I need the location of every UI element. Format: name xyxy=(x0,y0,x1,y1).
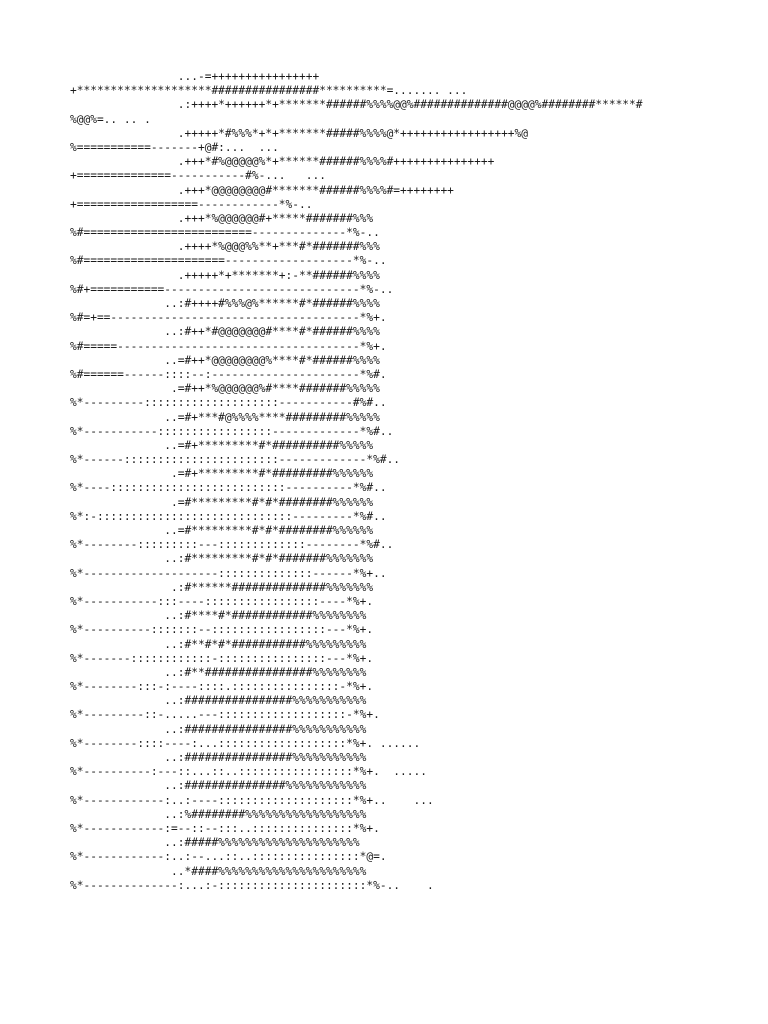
ascii-line: %#=====================-------------------*%-.. xyxy=(70,254,387,268)
ascii-line: .:#******##############%%%%%%% xyxy=(70,580,374,594)
ascii-line: %*-----------:::----:::::::::::::::::----*%+. xyxy=(70,594,374,608)
ascii-line: %*------------:=--::--:::..:::::::::::::::*%+. xyxy=(70,821,380,835)
ascii-line: ..:################%%%%%%%%%%% xyxy=(70,694,367,708)
ascii-line: .+++*@@@@@@@@#*******######%%%%#=++++++++ xyxy=(70,183,454,197)
ascii-line: %#=+==-------------------------------------*%+. xyxy=(70,311,387,325)
ascii-line: %#======------::::--:----------------------*%#. xyxy=(70,367,387,381)
ascii-line: .:++++*++++++*+*******######%%%%@@%##############@@@@%########******# xyxy=(70,98,643,112)
ascii-line: %*--------:::-:----::::.::::::::::::::::-*%+. xyxy=(70,680,374,694)
ascii-line: .=#+*********#*#########%%%%%% xyxy=(70,467,374,481)
ascii-line: ..:#####%%%%%%%%%%%%%%%%%%%%% xyxy=(70,836,360,850)
ascii-line: %#=====------------------------------------*%+. xyxy=(70,339,387,353)
ascii-line: +==============-----------#%-... ... xyxy=(70,169,326,183)
ascii-line: .=#++*%@@@@@@%#****#######%%%%% xyxy=(70,382,380,396)
ascii-line: %*--------::::----:...:::::::::::::::::::*%+. ...... xyxy=(70,736,421,750)
ascii-line: %===========-------+@#:... ... xyxy=(70,140,279,154)
ascii-line: %*----------:::::::--:::::::::::::::::---*%+. xyxy=(70,623,374,637)
ascii-line: .+++*%@@@@@@#+*****#######%%% xyxy=(70,211,374,225)
ascii-line: .+++*#%@@@@@%*+******######%%%%#+++++++++++++++ xyxy=(70,155,495,169)
ascii-line: ..=#++*@@@@@@@@%****#*######%%%% xyxy=(70,353,380,367)
ascii-line: %*------:::::::::::::::::::::::-------------*%#.. xyxy=(70,453,401,467)
ascii-line: +==================------------*%-.. xyxy=(70,197,313,211)
ascii-line: %*--------:::::::::---:::::::::::::--------*%#.. xyxy=(70,538,394,552)
ascii-line: %*------------:..:----::::::::::::::::::::*%+.. ... xyxy=(70,793,434,807)
ascii-line: .+++++*+*******+:-**######%%%% xyxy=(70,268,380,282)
ascii-line: ...-=++++++++++++++++ xyxy=(70,70,320,83)
ascii-line: %*-------::::::::::::-::::::::::::::::---*%+. xyxy=(70,651,374,665)
ascii-line: ..:%########%%%%%%%%%%%%%%%%%% xyxy=(70,807,367,821)
ascii-line: ..=#+***#@%%%%****#########%%%%% xyxy=(70,410,380,424)
ascii-line: %*------------:..:--...::..::::::::::::::::*@=. xyxy=(70,850,387,864)
ascii-line: %*-----------:::::::::::::::::-------------*%#.. xyxy=(70,424,394,438)
ascii-line: ..:#++*#@@@@@@@#****#*######%%%% xyxy=(70,325,380,339)
ascii-line: %*--------------:...:-::::::::::::::::::::::*%-.. . xyxy=(70,878,434,892)
ascii-line: ..:#++++#%%%@%******#*######%%%% xyxy=(70,297,380,310)
ascii-line: %*---------::-.....---:::::::::::::::::::-*%+. xyxy=(70,708,380,722)
ascii-line: ..*####%%%%%%%%%%%%%%%%%%%%%% xyxy=(70,864,367,878)
ascii-line: %@@%=.. .. . xyxy=(70,112,151,126)
ascii-line: ..:#*********#*#*#######%%%%%%% xyxy=(70,552,374,566)
ascii-line: ..:#**################%%%%%%%% xyxy=(70,665,367,679)
ascii-art-block xyxy=(70,70,643,893)
ascii-line: %*--------------------::::::::::::::------*%+.. xyxy=(70,566,387,580)
ascii-line: ..=#+*********#*##########%%%%% xyxy=(70,438,374,452)
ascii-line: %*----::::::::::::::::::::::::::----------*%#.. xyxy=(70,481,387,495)
ascii-line: %*----------:---::...::..:::::::::::::::::*%+. ..... xyxy=(70,765,427,779)
ascii-line: ..=#*********#*#*########%%%%%% xyxy=(70,524,374,537)
ascii-line: +********************################**********=....... ... xyxy=(70,84,468,98)
ascii-line: %#+===========-----------------------------*%-.. xyxy=(70,282,394,296)
ascii-line: .=#*********#*#*########%%%%%% xyxy=(70,495,374,509)
ascii-line: ..:################%%%%%%%%%%% xyxy=(70,751,367,764)
ascii-line: %*:-:::::::::::::::::::::::::::::---------*%#.. xyxy=(70,509,387,523)
ascii-line: .++++*%@@@%%**+***#*#######%%% xyxy=(70,240,380,254)
ascii-line: %#=========================--------------*%-.. xyxy=(70,226,380,240)
ascii-line: .+++++*#%%%*+*+*******#####%%%%@*+++++++++++++++++%@ xyxy=(70,126,529,140)
ascii-line: ..:#****#*############%%%%%%%% xyxy=(70,609,367,623)
ascii-line: ..:################%%%%%%%%%%% xyxy=(70,722,367,736)
ascii-line: %*---------::::::::::::::::::::-----------#%#.. xyxy=(70,396,387,410)
ascii-line: ..:#**#*#*###########%%%%%%%%% xyxy=(70,637,367,651)
ascii-line: ..:###############%%%%%%%%%%%% xyxy=(70,779,367,793)
